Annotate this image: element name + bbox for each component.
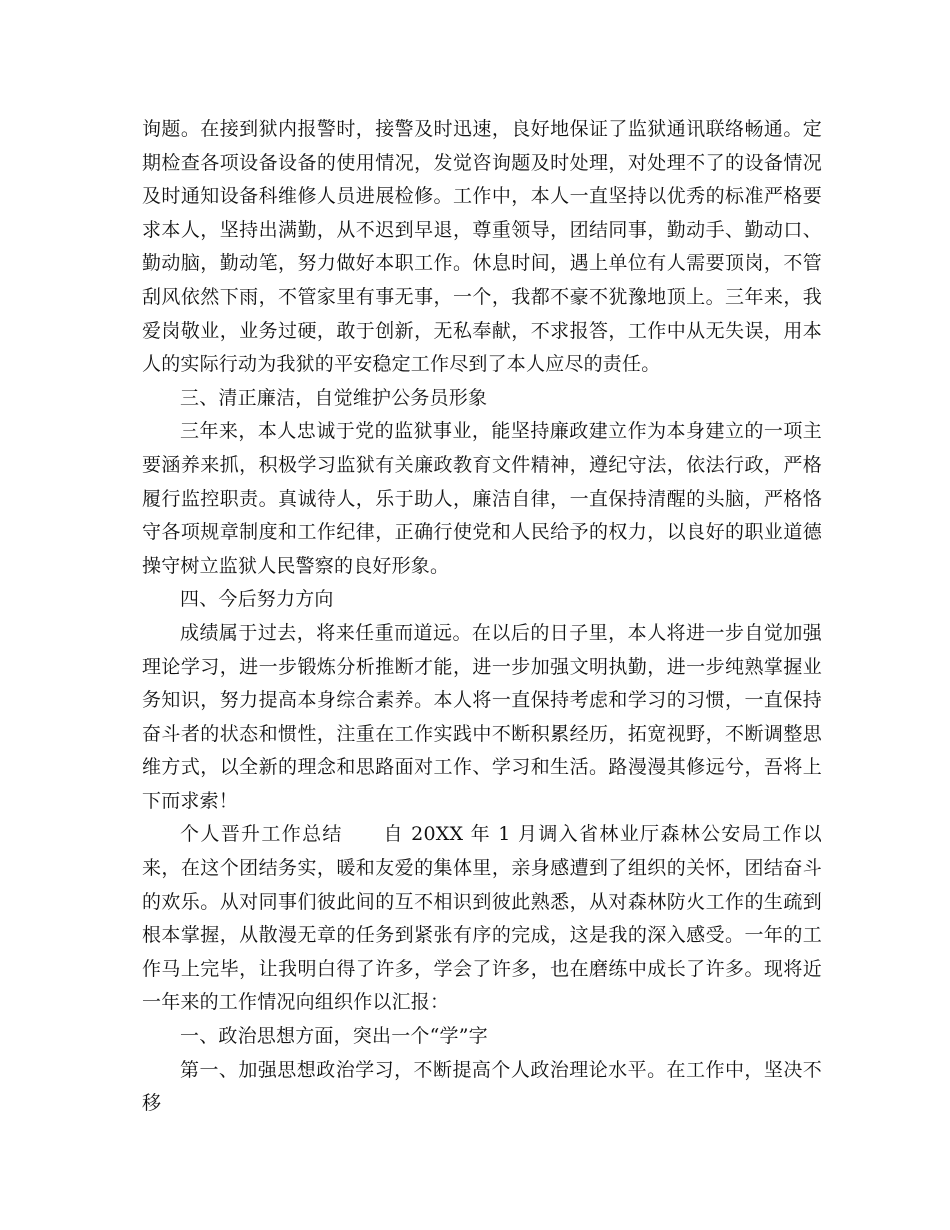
paragraph-promotion-summary: 个人晋升工作总结 自 20XX 年 1 月调入省林业厅森林公安局工作以来，在这个团结务实，暖和友爱的集体里，亲身感遭到了组织的关怀，团结奋斗的欢乐。从对同事们彼此间的互不相识到彼此熟悉，从对森林防火工作的生疏到根本掌握，从散漫无章的任务到紧张有序的完成，这是我的深入感受。一年的工作马上完毕，让我明白得了许多，学会了许多，也在磨练中成长了许多。现将近一年来的工作情况向组织作以汇报： bbox=[142, 823, 822, 1014]
paragraph-political-study: 第一、加强思想政治学习，不断提高个人政治理论水平。在工作中，坚决不移 bbox=[142, 1058, 822, 1115]
paragraph-integrity: 三年来，本人忠诚于党的监狱事业，能坚持廉政建立作为本身建立的一项主要涵养来抓，积极学习监狱有关廉政教育文件精神，遵纪守法，依法行政，严格履行监控职责。真诚待人，乐于助人，廉洁自律，一直保持清醒的头脑，严格恪守各项规章制度和工作纪律，正确行使党和人民给予的权力，以良好的职业道德操守树立监狱人民警察的良好形象。 bbox=[142, 420, 822, 577]
section-heading-future-direction: 四、今后努力方向 bbox=[180, 588, 334, 611]
paragraph-continuation: 询题。在接到狱内报警时，接警及时迅速，良好地保证了监狱通讯联络畅通。定期检查各项设备设备的使用情况，发觉咨询题及时处理，对处理不了的设备情况及时通知设备科维修人员进展检修。工作中，本人一直坚持以优秀的标准严格要求本人，坚持出满勤，从不迟到早退，尊重领导，团结同事，勤动手、勤动口、勤动脑，勤动笔，努力做好本职工作。休息时间，遇上单位有人需要顶岗，不管刮风依然下雨，不管家里有事无事，一个，我都不豪不犹豫地顶上。三年来，我爱岗敬业，业务过硬，敢于创新，无私奉献，不求报答，工作中从无失误，用本人的实际行动为我狱的平安稳定工作尽到了本人应尽的责任。 bbox=[142, 118, 822, 376]
document-body bbox=[142, 113, 822, 1121]
paragraph-future-direction: 成绩属于过去，将来任重而道远。在以后的日子里，本人将进一步自觉加强理论学习，进一步锻炼分析推断才能，进一步加强文明执勤，进一步纯熟掌握业务知识，努力提高本身综合素养。本人将一直保持考虑和学习的习惯，一直保持奋斗者的状态和惯性，注重在工作实践中不断积累经历，拓宽视野，不断调整思维方式，以全新的理念和思路面对工作、学习和生活。路漫漫其修远兮，吾将上下而求索！ bbox=[142, 621, 822, 812]
section-heading-integrity: 三、清正廉洁，自觉维护公务员形象 bbox=[180, 386, 488, 409]
section-heading-political-thought: 一、政治思想方面，突出一个“学”字 bbox=[180, 1025, 488, 1048]
